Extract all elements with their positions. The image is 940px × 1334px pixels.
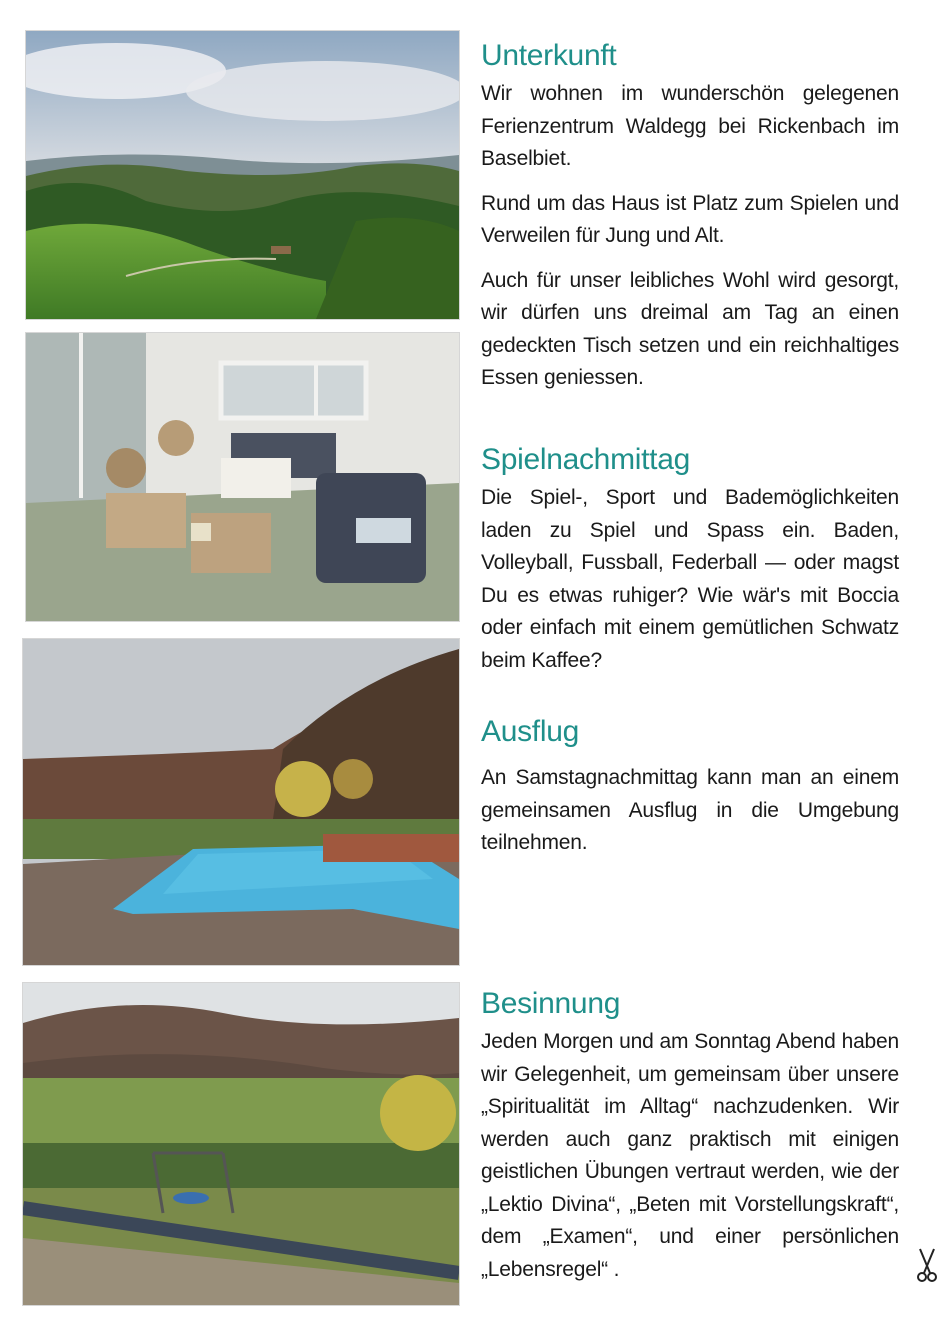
section-paragraph: Auch für unser leibliches Wohl wird gesorgt, wir dürfen uns dreimal am Tag an einen gedeckten Tisch setzen und ein reichhaltiges Essen geniessen. xyxy=(481,268,899,389)
section-title: Besinnung xyxy=(481,987,621,1020)
section-besinnung xyxy=(481,986,899,1298)
section-spielnachmittag xyxy=(481,442,899,689)
section-paragraph: Die Spiel-, Sport und Bademöglichkeiten laden zu Spiel und Spass ein. Baden, Volleyball, Fussball, Federball — oder magst Du es etwas ruhiger? Wie wär's mit Boccia oder einfach mit einem gemütlichen Schwatz beim Kaffee? xyxy=(481,486,899,672)
section-paragraph: An Samstagnachmittag kann man an einem gemeinsamen Ausflug in die Umgebung teilnehmen. xyxy=(481,766,899,854)
section-title: Ausflug xyxy=(481,715,579,748)
pool-photo xyxy=(22,638,460,966)
landscape-photo xyxy=(25,30,460,320)
section-title: Unterkunft xyxy=(481,39,617,72)
scissors-icon xyxy=(916,1245,938,1285)
section-title: Spielnachmittag xyxy=(481,443,690,476)
section-unterkunft xyxy=(481,38,899,407)
section-paragraph: Jeden Morgen und am Sonntag Abend haben wir Gelegenheit, um gemeinsam über unsere „Spiritualität im Alltag“ nachzudenken. Wir werden auch ganz praktisch mit einigen geistlichen Übungen vertraut werden, wie der „Lektio Divina“, „Beten mit Vorstellungskraft“, dem „Examen“, und einer persönlichen „Lebensregel“ . xyxy=(481,1030,899,1281)
lounge-photo xyxy=(25,332,460,622)
section-paragraph: Rund um das Haus ist Platz zum Spielen und Verweilen für Jung und Alt. xyxy=(481,191,899,247)
section-paragraph: Wir wohnen im wunderschön gelegenen Ferienzentrum Waldegg bei Rickenbach im Baselbiet. xyxy=(481,82,899,170)
playground-photo xyxy=(22,982,460,1306)
section-ausflug xyxy=(481,714,899,872)
